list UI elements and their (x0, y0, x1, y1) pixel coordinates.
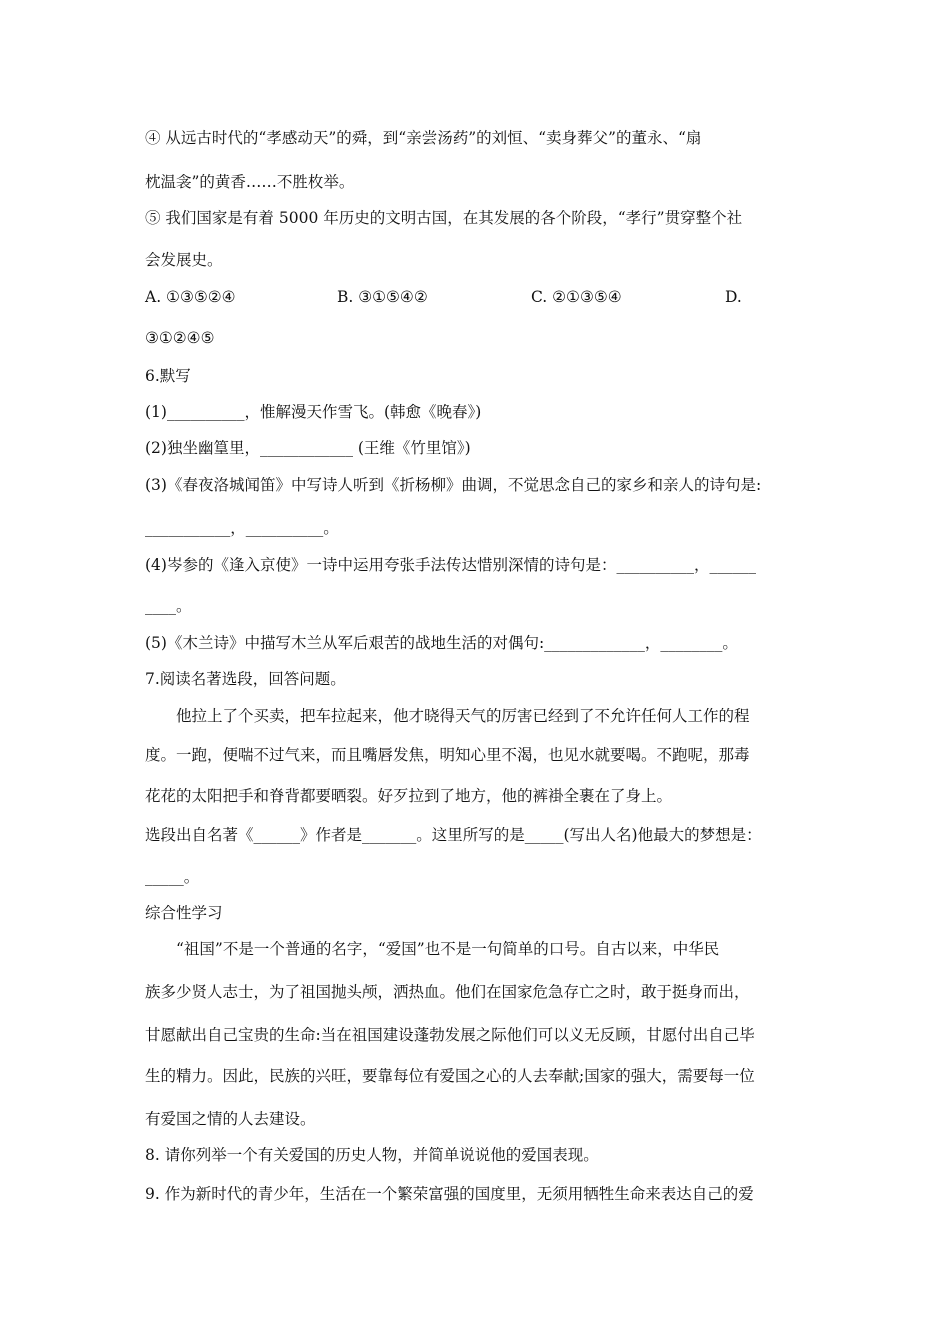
q7-question-line1: 选段出自名著《______》作者是_______。这里所写的是_____(写出人名)他最大的梦想是： (145, 826, 762, 844)
option-d-continued: ③①②④⑤ (145, 329, 215, 347)
question-8: 8. 请你列举一个有关爱国的历史人物，并简单说说他的爱国表现。 (145, 1146, 599, 1164)
comp-passage-line5: 有爱国之情的人去建设。 (145, 1110, 316, 1128)
question-9: 9. 作为新时代的青少年，生活在一个繁荣富强的国度里，无须用牺牲生命来表达自己的爱 (145, 1185, 754, 1203)
q7-title: 7.阅读名著选段，回答问题。 (145, 670, 346, 688)
q7-question-line2: _____。 (145, 868, 200, 886)
q6-item2: (2)独坐幽篁里，____________ (王维《竹里馆》) (145, 439, 471, 457)
comp-passage-line1: “祖国”不是一个普通的名字，“爱国”也不是一句简单的口号。自古以来，中华民 (176, 940, 720, 958)
q5-item4-line2: 枕温衾”的黄香……不胜枚举。 (145, 173, 355, 191)
q6-item4-line2: ____。 (145, 597, 192, 615)
comp-passage-line4: 生的精力。因此，民族的兴旺，要靠每位有爱国之心的人去奉献;国家的强大，需要每一位 (145, 1067, 755, 1085)
option-c: C. ②①③⑤④ (531, 288, 622, 306)
comp-passage-line3: 甘愿献出自己宝贵的生命:当在祖国建设蓬勃发展之际他们可以义无反顾，甘愿付出自己毕 (145, 1026, 755, 1044)
q5-item5-line2: 会发展史。 (145, 251, 223, 269)
q7-passage-line1: 他拉上了个买卖，把车拉起来，他才晓得天气的厉害已经到了不允许任何人工作的程 (176, 707, 750, 725)
option-a: A. ①③⑤②④ (145, 288, 236, 306)
q6-item1: (1)__________，惟解漫天作雪飞。(韩愈《晚春》) (145, 403, 482, 421)
comp-passage-line2: 族多少贤人志士，为了祖国抛头颅，洒热血。他们在国家危急存亡之时，敢于挺身而出， (145, 983, 750, 1001)
q5-item4-line1: ④ 从远古时代的“孝感动天”的舜，到“亲尝汤药”的刘恒、“卖身葬父”的董永、“扇 (145, 129, 702, 147)
q6-item3-line2: ___________，__________。 (145, 519, 339, 537)
comprehensive-heading: 综合性学习 (145, 904, 223, 922)
q6-item4-line1: (4)岑参的《逢入京使》一诗中运用夸张手法传达惜别深情的诗句是：__________，______ (145, 556, 756, 574)
q7-passage-line2: 度。一跑，便喘不过气来，而且嘴唇发焦，明知心里不渴，也见水就要喝。不跑呢，那毒 (145, 746, 750, 764)
q6-title: 6.默写 (145, 367, 191, 385)
option-b: B. ③①⑤④② (337, 288, 428, 306)
q6-item5: (5)《木兰诗》中描写木兰从军后艰苦的战地生活的对偶句:_____________，________。 (145, 634, 738, 652)
q5-item5-line1: ⑤ 我们国家是有着 5000 年历史的文明古国，在其发展的各个阶段，“孝行”贯穿整个社 (145, 209, 743, 227)
q7-passage-line3: 花花的太阳把手和脊背都要晒裂。好歹拉到了地方，他的裤褂全裹在了身上。 (145, 787, 673, 805)
q6-item3-line1: (3)《春夜洛城闻笛》中写诗人听到《折杨柳》曲调，不觉思念自己的家乡和亲人的诗句是: (145, 476, 762, 494)
option-d: D. (725, 288, 742, 306)
